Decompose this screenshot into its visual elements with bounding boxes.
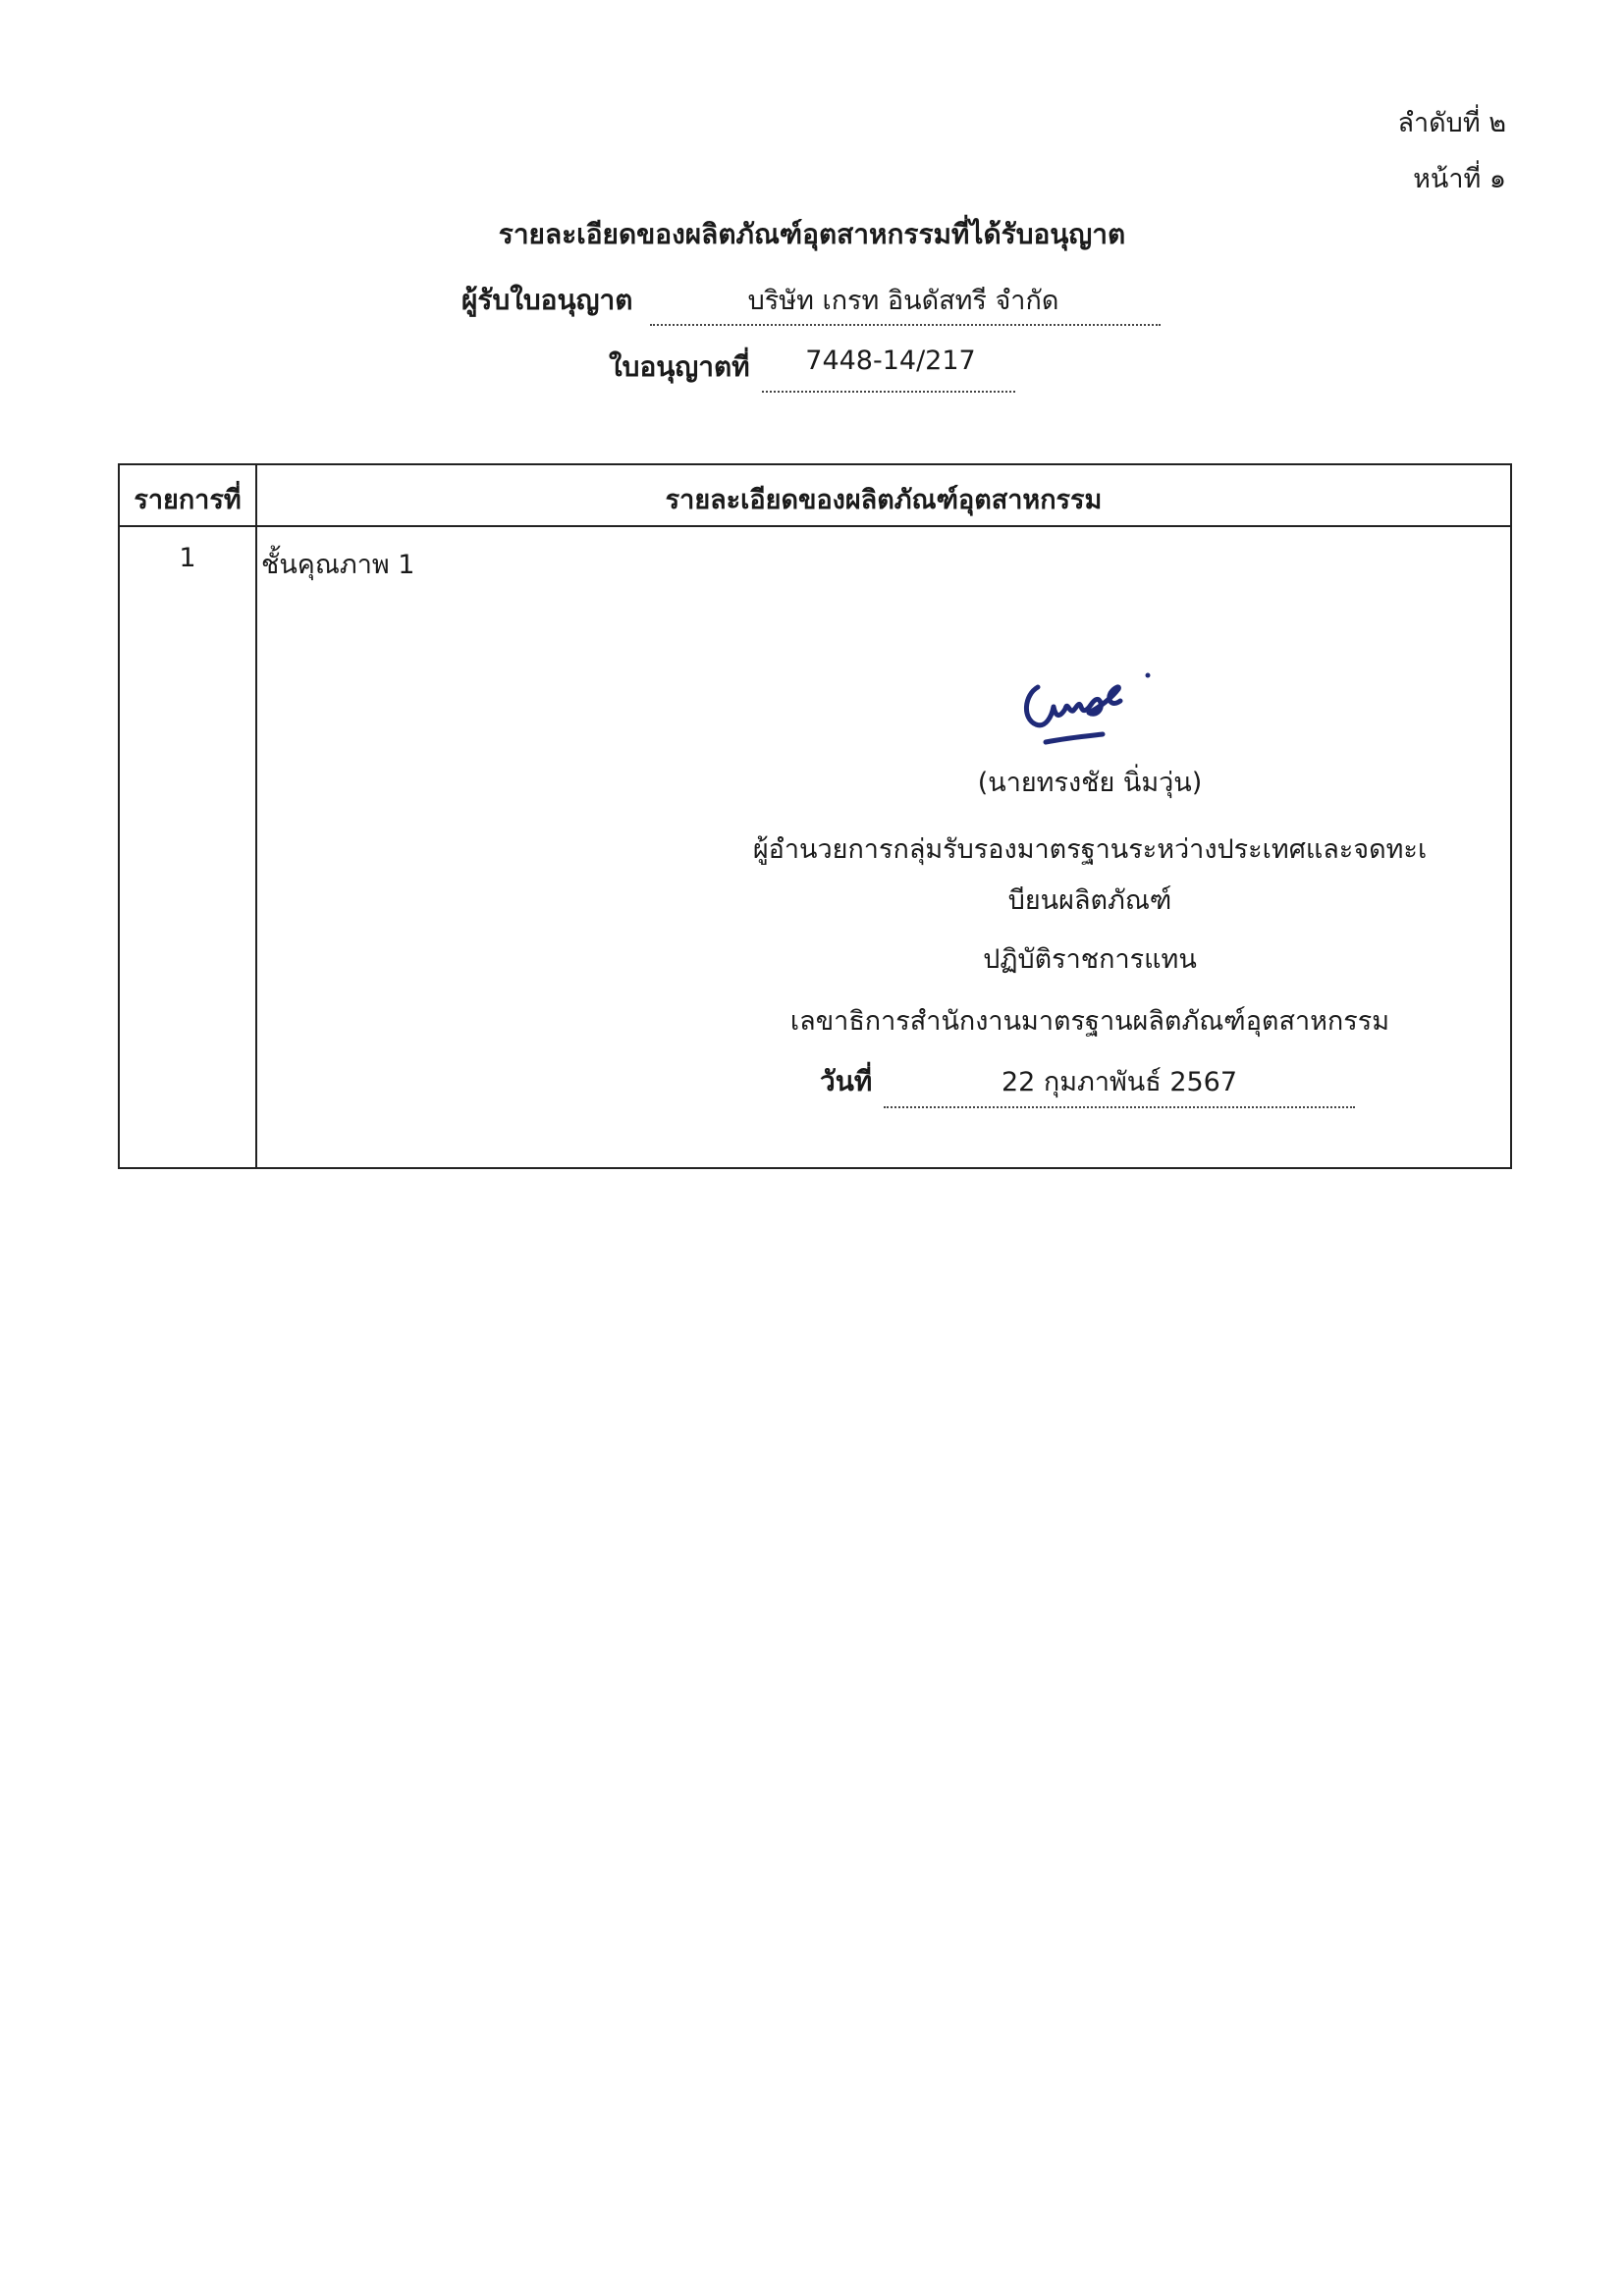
- table-column-divider: [255, 463, 257, 1169]
- handwritten-signature: [1016, 667, 1154, 756]
- signer-title-line-1: ผู้อำนวยการกลุ่มรับรองมาตรฐานระหว่างประเทศและจดทะเ: [752, 834, 1428, 865]
- table-header-item-no: รายการที่: [134, 485, 242, 515]
- license-number-value: 7448-14/217: [805, 346, 976, 376]
- sequence-number: ลำดับที่ ๒: [1397, 108, 1506, 138]
- agency-title: เลขาธิการสำนักงานมาตรฐานผลิตภัณฑ์อุตสาหกรรม: [789, 1006, 1390, 1037]
- date-label: วันที่: [820, 1065, 873, 1097]
- page-number: หน้าที่ ๑: [1413, 164, 1506, 194]
- table-header-divider: [118, 525, 1512, 527]
- licensee-value: บริษัท เกรท อินดัสทรี จำกัด: [747, 286, 1059, 316]
- table-header-detail: รายละเอียดของผลิตภัณฑ์อุตสาหกรรม: [665, 485, 1103, 515]
- license-number-label: ใบอนุญาตที่: [609, 350, 750, 383]
- license-number-dotted-line: [762, 391, 1015, 393]
- table-cell-item-no: 1: [179, 543, 196, 573]
- document-title: รายละเอียดของผลิตภัณฑ์อุตสาหกรรมที่ได้รับอนุญาต: [498, 218, 1126, 250]
- date-dotted-line: [884, 1106, 1355, 1108]
- date-value: 22 กุมภาพันธ์ 2567: [1001, 1067, 1238, 1097]
- signer-title-line-2: บียนผลิตภัณฑ์: [1007, 885, 1172, 916]
- acting-for-text: ปฏิบัติราชการแทน: [983, 944, 1197, 975]
- licensee-dotted-line: [650, 324, 1161, 326]
- licensee-label: ผู้รับใบอนุญาต: [461, 284, 633, 316]
- table-cell-detail: ชั้นคุณภาพ 1: [261, 550, 415, 580]
- signer-name: (นายทรงชัย นิ่มวุ่น): [977, 768, 1203, 798]
